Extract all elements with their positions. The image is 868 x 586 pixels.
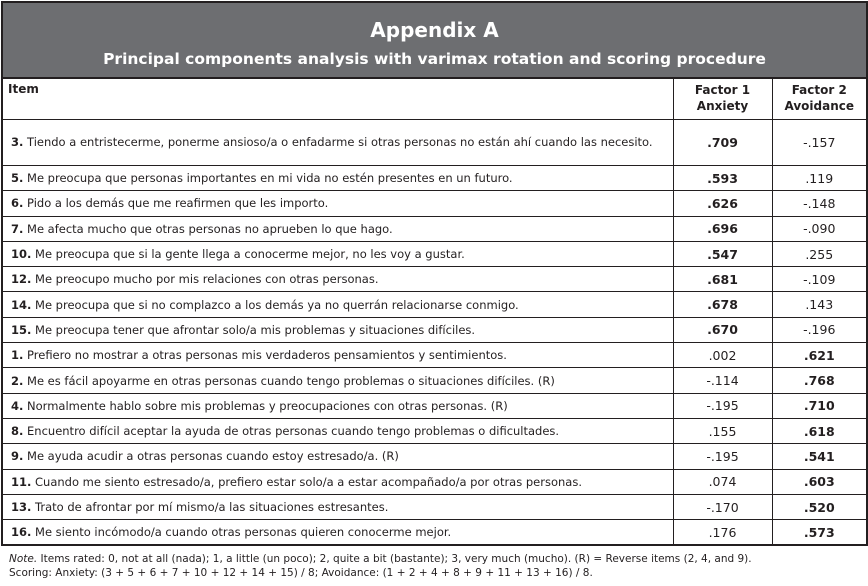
item-number: 2. bbox=[11, 373, 24, 388]
column-header-factor2 bbox=[772, 78, 867, 120]
table-header-bar bbox=[2, 2, 867, 78]
factor2-loading: .143 bbox=[772, 292, 867, 317]
table-subtitle: Principal components analysis with varimax rotation and scoring procedure bbox=[103, 50, 766, 68]
table-row bbox=[2, 520, 867, 546]
item-number: 9. bbox=[11, 449, 24, 464]
item-text: Me preocupa tener que afrontar solo/a mis problemas y situaciones difíciles. bbox=[35, 322, 476, 337]
item-text: Pido a los demás que me reafirmen que les importo. bbox=[27, 196, 329, 211]
factor1-loading: -.195 bbox=[673, 444, 772, 469]
factor1-loading: .002 bbox=[673, 343, 772, 368]
factor2-loading: .119 bbox=[772, 166, 867, 191]
item-cell bbox=[2, 241, 673, 266]
factor1-loading: .626 bbox=[673, 191, 772, 216]
factor2-loading: -.157 bbox=[772, 120, 867, 166]
note-label: Note. bbox=[9, 553, 38, 565]
factor1-loading: -.170 bbox=[673, 494, 772, 519]
item-cell bbox=[2, 343, 673, 368]
table-row bbox=[2, 418, 867, 443]
item-text: Trato de afrontar por mí mismo/a las situaciones estresantes. bbox=[35, 500, 389, 514]
item-text: Me preocupo mucho por mis relaciones con otras personas. bbox=[35, 272, 379, 287]
factor2-label: Factor 2 bbox=[791, 83, 847, 97]
factor2-name: Avoidance bbox=[784, 99, 855, 113]
item-number: 16. bbox=[11, 525, 32, 540]
table-row bbox=[2, 317, 867, 342]
factor1-loading: .681 bbox=[673, 267, 772, 292]
item-text: Me es fácil apoyarme en otras personas cuando tengo problemas o situaciones difíciles. (R) bbox=[27, 373, 555, 388]
factor1-loading: .709 bbox=[673, 120, 772, 166]
item-text: Cuando me siento estresado/a, prefiero estar solo/a a estar acompañado/a por otras personas. bbox=[35, 474, 582, 489]
factor1-loading: .670 bbox=[673, 317, 772, 342]
factor1-name: Anxiety bbox=[696, 99, 749, 113]
item-text: Normalmente hablo sobre mis problemas y preocupaciones con otras personas. (R) bbox=[27, 398, 508, 413]
table-row bbox=[2, 216, 867, 241]
table-row bbox=[2, 444, 867, 469]
item-cell bbox=[2, 368, 673, 393]
item-number: 5. bbox=[11, 171, 24, 186]
item-number: 15. bbox=[11, 322, 32, 337]
item-cell bbox=[2, 292, 673, 317]
table-row bbox=[2, 120, 867, 166]
item-cell bbox=[2, 216, 673, 241]
factor2-loading: .520 bbox=[772, 494, 867, 519]
item-cell bbox=[2, 418, 673, 443]
note-line2: Scoring: Anxiety: (3 + 5 + 6 + 7 + 10 + 12 + 14 + 15) / 8; Avoidance: (1 + 2 + 4 + 8 + 9 + 11 + 13 + 16) / 8. bbox=[9, 567, 593, 579]
item-text: Encuentro difícil aceptar la ayuda de otras personas cuando tengo problemas o dificultades. bbox=[27, 424, 560, 439]
item-text: Me siento incómodo/a cuando otras personas quieren conocerme mejor. bbox=[35, 525, 452, 540]
item-number: 8. bbox=[11, 424, 24, 439]
table-row bbox=[2, 166, 867, 191]
table-row bbox=[2, 267, 867, 292]
item-text: Me preocupa que si no complazco a los demás ya no querrán relacionarse conmigo. bbox=[35, 297, 519, 312]
factor1-loading: -.195 bbox=[673, 393, 772, 418]
item-cell bbox=[2, 393, 673, 418]
factor1-label: Factor 1 bbox=[694, 83, 751, 97]
table-row bbox=[2, 241, 867, 266]
item-text: Me ayuda acudir a otras personas cuando estoy estresado/a. (R) bbox=[27, 449, 399, 464]
item-cell bbox=[2, 120, 673, 166]
item-cell bbox=[2, 469, 673, 494]
item-number: 10. bbox=[11, 247, 32, 262]
table-row bbox=[2, 469, 867, 494]
column-header-row bbox=[2, 78, 867, 120]
factor2-loading: -.196 bbox=[772, 317, 867, 342]
note-line1: Items rated: 0, not at all (nada); 1, a little (un poco); 2, quite a bit (bastante); 3, very much (mucho). (R) = Reverse items (2, 4, and 9). bbox=[37, 553, 752, 565]
item-cell bbox=[2, 166, 673, 191]
factor2-loading: -.090 bbox=[772, 216, 867, 241]
factor2-loading: .255 bbox=[772, 241, 867, 266]
factor1-loading: .678 bbox=[673, 292, 772, 317]
appendix-table-container bbox=[1, 1, 866, 579]
item-number: 1. bbox=[11, 348, 24, 363]
table-row bbox=[2, 343, 867, 368]
item-number: 3. bbox=[11, 135, 24, 149]
table-row bbox=[2, 191, 867, 216]
item-number: 6. bbox=[11, 196, 24, 211]
factor2-loading: .621 bbox=[772, 343, 867, 368]
item-cell bbox=[2, 317, 673, 342]
item-cell bbox=[2, 191, 673, 216]
factor2-loading: .573 bbox=[772, 520, 867, 546]
factor1-loading: .155 bbox=[673, 418, 772, 443]
factor2-loading: .618 bbox=[772, 418, 867, 443]
column-header-factor1 bbox=[673, 78, 772, 120]
factor2-loading: -.109 bbox=[772, 267, 867, 292]
factor1-loading: -.114 bbox=[673, 368, 772, 393]
factor2-loading: .603 bbox=[772, 469, 867, 494]
item-number: 14. bbox=[11, 297, 32, 312]
item-number: 11. bbox=[11, 474, 32, 489]
item-text: Me preocupa que si la gente llega a conocerme mejor, no les voy a gustar. bbox=[35, 247, 465, 262]
item-text: Tiendo a entristecerme, ponerme ansioso/a o enfadarme si otras personas no están ahí cuando las necesito. bbox=[27, 135, 653, 149]
item-text: Prefiero no mostrar a otras personas mis verdaderos pensamientos y sentimientos. bbox=[27, 348, 507, 363]
factor1-loading: .176 bbox=[673, 520, 772, 546]
table-row bbox=[2, 494, 867, 519]
factor1-loading: .074 bbox=[673, 469, 772, 494]
item-cell bbox=[2, 444, 673, 469]
factor2-loading: .710 bbox=[772, 393, 867, 418]
column-header-item: Item bbox=[2, 78, 673, 120]
item-number: 4. bbox=[11, 398, 24, 413]
table-title: Appendix A bbox=[370, 18, 499, 42]
factor2-loading: -.148 bbox=[772, 191, 867, 216]
item-cell bbox=[2, 494, 673, 519]
table-row bbox=[2, 393, 867, 418]
item-cell bbox=[2, 267, 673, 292]
item-cell bbox=[2, 520, 673, 546]
item-text: Me preocupa que personas importantes en mi vida no estén presentes en un futuro. bbox=[27, 171, 513, 186]
factor-table bbox=[1, 1, 868, 546]
item-text: Me afecta mucho que otras personas no aprueben lo que hago. bbox=[27, 221, 393, 236]
item-number: 12. bbox=[11, 272, 32, 287]
factor1-loading: .696 bbox=[673, 216, 772, 241]
factor2-loading: .768 bbox=[772, 368, 867, 393]
item-number: 7. bbox=[11, 221, 24, 236]
factor2-loading: .541 bbox=[772, 444, 867, 469]
table-note bbox=[9, 552, 752, 580]
item-number: 13. bbox=[11, 500, 32, 514]
factor1-loading: .593 bbox=[673, 166, 772, 191]
table-row bbox=[2, 292, 867, 317]
factor1-loading: .547 bbox=[673, 241, 772, 266]
table-row bbox=[2, 368, 867, 393]
